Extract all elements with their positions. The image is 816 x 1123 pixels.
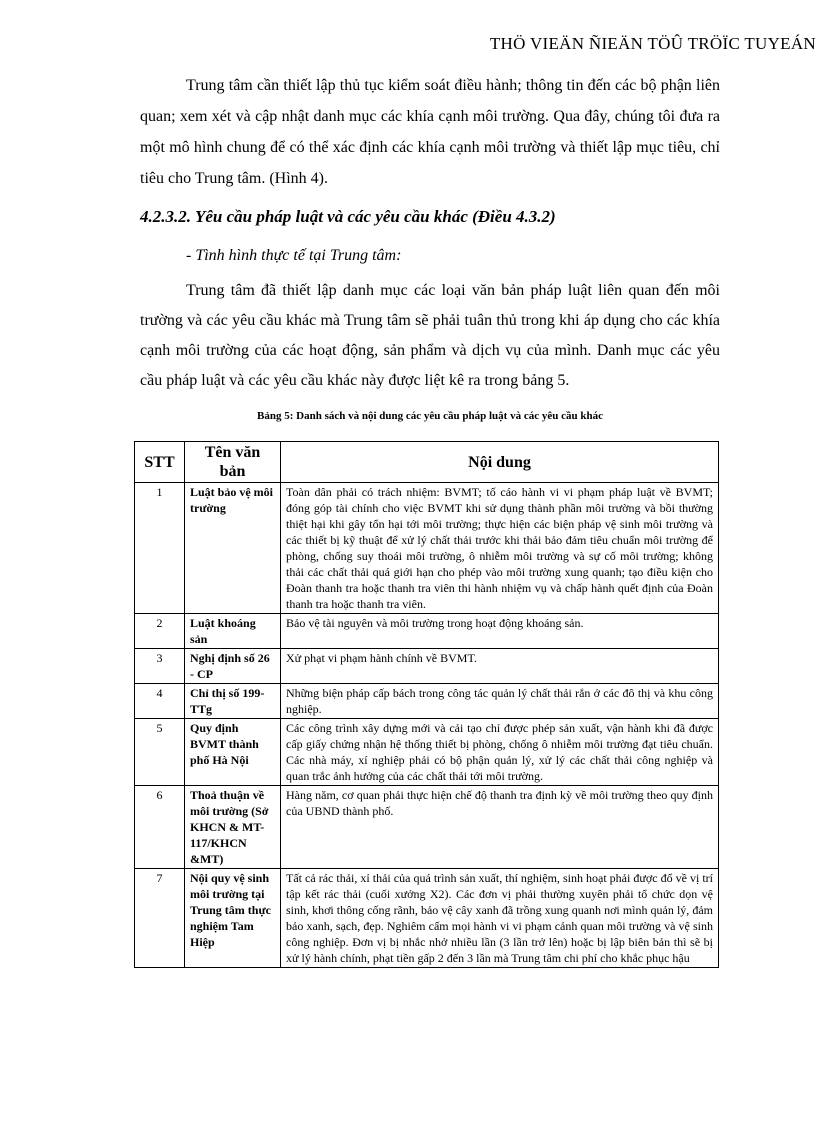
section-heading: 4.2.3.2. Yêu cầu pháp luật và các yêu cầu khác (Điều 4.3.2)	[140, 207, 556, 226]
table-row	[135, 869, 719, 968]
row-stt: 6	[135, 786, 185, 869]
intro-paragraph: Trung tâm cần thiết lập thủ tục kiểm soát điều hành; thông tin đến các bộ phận liên quan; xem xét và cập nhật danh mục các khía cạnh môi trường. Qua đây, chúng tôi đưa ra một mô hình chung để có thể xác định các khía cạnh môi trường và thiết lập mục tiêu, chỉ tiêu cho Trung tâm. (Hình 4).	[140, 77, 720, 187]
paragraph-legal: Trung tâm đã thiết lập danh mục các loại văn bản pháp luật liên quan đến môi trường và các yêu cầu khác mà Trung tâm sẽ phải tuân thủ trong khi áp dụng cho các khía cạnh môi trường của các hoạt động, sản phẩm và dịch vụ của mình. Danh mục các yêu cầu pháp luật và các yêu cầu khác này được liệt kê ra trong bảng 5.	[140, 282, 720, 389]
row-content: Xử phạt vi phạm hành chính về BVMT.	[281, 649, 719, 684]
row-stt: 7	[135, 869, 185, 968]
row-name: Nghị định số 26 - CP	[185, 649, 281, 684]
row-stt: 4	[135, 684, 185, 719]
row-name: Quy định BVMT thành phố Hà Nội	[185, 719, 281, 786]
row-stt: 3	[135, 649, 185, 684]
row-stt: 2	[135, 614, 185, 649]
row-name: Chỉ thị số 199-TTg	[185, 684, 281, 719]
row-name: Luật khoáng sản	[185, 614, 281, 649]
row-name: Thoả thuận về môi trường (Sở KHCN & MT-117/KHCN &MT)	[185, 786, 281, 869]
header-content: Nội dung	[281, 442, 719, 483]
row-stt: 1	[135, 483, 185, 614]
row-stt: 5	[135, 719, 185, 786]
table-row	[135, 614, 719, 649]
table-header-row	[135, 442, 719, 483]
table-row	[135, 483, 719, 614]
row-content: Tất cả rác thải, xỉ thải của quá trình sản xuất, thí nghiệm, sinh hoạt phải được đổ về vị trí tập kết rác thải (cuối xưởng X2). Các đơn vị phải thường xuyên phải tổ chức dọn vệ sinh, khơi thông cống rãnh, bảo vệ cây xanh đã trồng xung quanh nơi mình quản lý, đảm bảo xanh, sạch, đẹp. Nghiêm cấm mọi hành vi vi phạm cảnh quan môi trường và vệ sinh công nghiệp. Đơn vị bị nhắc nhở nhiều lần (3 lần trở lên) hoặc bị lập biên bản thì sẽ bị xử lý hành chính, phạt tiền gấp 2 đến 3 lần mà Trung tâm chi phí cho khắc phục hậu	[281, 869, 719, 968]
legal-requirements-table	[134, 441, 719, 968]
row-name: Nội quy vệ sinh môi trường tại Trung tâm thực nghiệm Tam Hiệp	[185, 869, 281, 968]
row-name: Luật bảo vệ môi trường	[185, 483, 281, 614]
subheading: - Tình hình thực tế tại Trung tâm:	[186, 247, 402, 264]
page-header: THÖ VIEÄN ÑIEÄN TÖÛ TRÖÏC TUYEÁN	[489, 34, 816, 53]
row-content: Bảo vệ tài nguyên và môi trường trong hoạt động khoáng sản.	[281, 614, 719, 649]
table-row	[135, 649, 719, 684]
row-content: Hàng năm, cơ quan phải thực hiện chế độ thanh tra định kỳ về môi trường theo quy định của UBND thành phố.	[281, 786, 719, 869]
row-content: Các công trình xây dựng mới và cải tạo chỉ được phép sản xuất, vận hành khi đã được cấp giấy chứng nhận hệ thống thiết bị phòng, chống ô nhiễm môi trường đạt tiêu chuẩn. Các nhà máy, xí nghiệp phải có bộ phận quản lý, xử lý các chất thải công nghiệp và quan trắc ảnh hưởng của các chất thải tới môi trường.	[281, 719, 719, 786]
header-name: Tên văn bản	[185, 442, 281, 483]
table-row	[135, 719, 719, 786]
page-content	[140, 70, 720, 422]
table-caption: Bảng 5: Danh sách và nội dung các yêu cầu pháp luật và các yêu cầu khác	[257, 410, 603, 422]
row-content: Toàn dân phải có trách nhiệm: BVMT; tố cáo hành vi vi phạm pháp luật về BVMT; đóng góp tài chính cho việc BVMT khi sử dụng thành phần môi trường và bồi thường thiệt hại khi gây tổn hại tới môi trường; thực hiện các biện pháp vệ sinh môi trường và các thiết bị kỹ thuật để xử lý chất thải trước khi thải bảo đảm tiêu chuẩn môi trường để phòng, chống suy thoái môi trường, ô nhiễm môi trường và sự cố môi trường; không thải các chất thải quá giới hạn cho phép vào môi trường xung quanh; tạo điều kiện cho Đoàn thanh tra hoặc thanh tra viên thi hành nhiệm vụ và chấp hành quết định của Đoàn thanh tra hoặc thanh tra viên.	[281, 483, 719, 614]
table-row	[135, 684, 719, 719]
header-stt: STT	[135, 442, 185, 483]
table-row	[135, 786, 719, 869]
row-content: Những biện pháp cấp bách trong công tác quản lý chất thải rắn ở các đô thị và khu công nghiệp.	[281, 684, 719, 719]
